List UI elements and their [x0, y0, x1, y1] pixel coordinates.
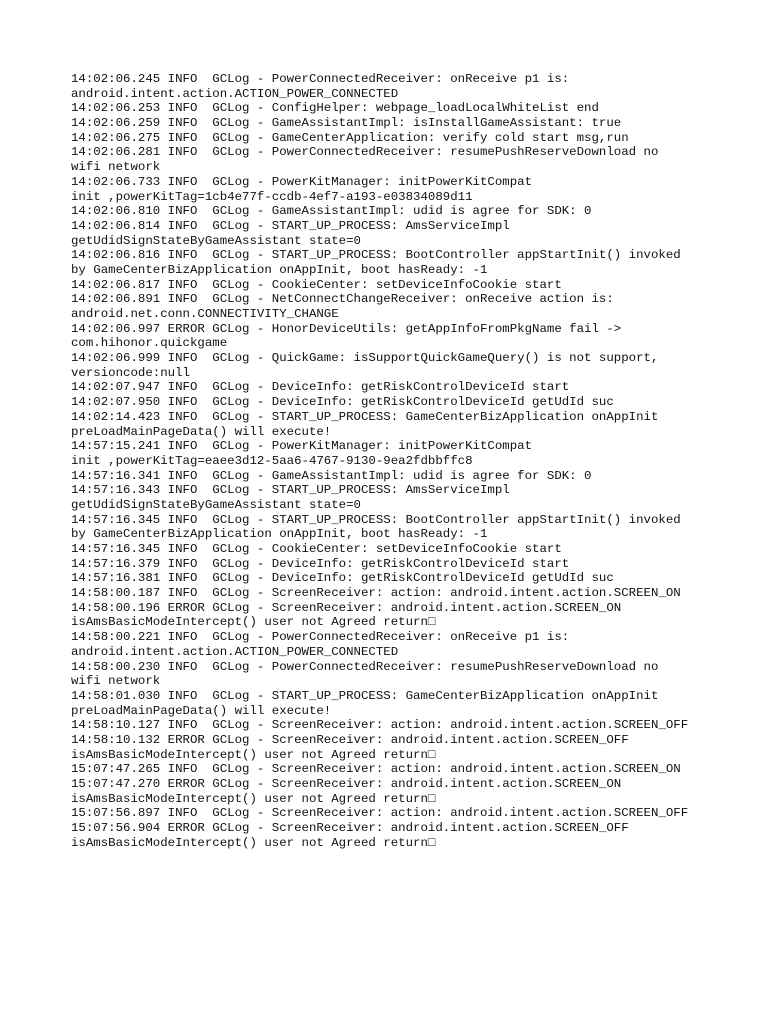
log-line: android.intent.action.ACTION_POWER_CONNECTED: [71, 644, 399, 659]
log-line: 14:02:06.817 INFO GCLog - CookieCenter: setDeviceInfoCookie start: [71, 277, 562, 292]
log-line: 14:58:00.230 INFO GCLog - PowerConnectedReceiver: resumePushReserveDownload no: [71, 659, 659, 674]
log-line: 14:58:00.221 INFO GCLog - PowerConnectedReceiver: onReceive p1 is:: [71, 630, 570, 645]
log-line: preLoadMainPageData() will execute!: [71, 424, 332, 439]
log-line: 14:02:06.259 INFO GCLog - GameAssistantImpl: isInstallGameAssistant: true: [71, 116, 622, 131]
log-line: 14:02:06.733 INFO GCLog - PowerKitManager: initPowerKitCompat: [71, 174, 533, 189]
log-line: 14:58:00.196 ERROR GCLog - ScreenReceiver: android.intent.action.SCREEN_ON: [71, 600, 622, 615]
log-line: android.intent.action.ACTION_POWER_CONNECTED: [71, 86, 399, 101]
log-line: by GameCenterBizApplication onAppInit, boot hasReady: -1: [71, 527, 488, 542]
log-line: wifi network: [71, 674, 161, 689]
log-line: wifi network: [71, 160, 161, 175]
log-line: 14:58:00.187 INFO GCLog - ScreenReceiver: action: android.intent.action.SCREEN_ON: [71, 586, 681, 601]
log-line: init ,powerKitTag=eaee3d12-5aa6-4767-9130-9ea2fdbbffc8: [71, 453, 473, 468]
log-line: 14:02:06.891 INFO GCLog - NetConnectChangeReceiver: onReceive action is:: [71, 292, 614, 307]
log-line: 14:57:15.241 INFO GCLog - PowerKitManager: initPowerKitCompat: [71, 439, 533, 454]
log-line: 14:02:06.245 INFO GCLog - PowerConnectedReceiver: onReceive p1 is:: [71, 72, 570, 86]
log-line: isAmsBasicModeIntercept() user not Agreed return□: [71, 835, 436, 850]
document-page: [71, 72, 711, 850]
log-line: 14:58:10.127 INFO GCLog - ScreenReceiver: action: android.intent.action.SCREEN_OFF: [71, 718, 689, 733]
log-line: 14:57:16.345 INFO GCLog - CookieCenter: setDeviceInfoCookie start: [71, 542, 562, 556]
log-line: isAmsBasicModeIntercept() user not Agreed return□: [71, 747, 436, 762]
log-line: 14:02:14.423 INFO GCLog - START_UP_PROCESS: GameCenterBizApplication onAppInit: [71, 409, 659, 424]
log-line: 14:02:06.814 INFO GCLog - START_UP_PROCESS: AmsServiceImpl: [71, 218, 510, 233]
log-line: getUdidSignStateByGameAssistant state=0: [71, 233, 361, 248]
log-line: isAmsBasicModeIntercept() user not Agreed return□: [71, 791, 436, 806]
log-line: 14:57:16.343 INFO GCLog - START_UP_PROCESS: AmsServiceImpl: [71, 483, 510, 498]
log-line: 14:02:07.947 INFO GCLog - DeviceInfo: getRiskControlDeviceId start: [71, 380, 570, 395]
log-line: 15:07:56.897 INFO GCLog - ScreenReceiver: action: android.intent.action.SCREEN_OFF: [71, 806, 689, 821]
log-line: by GameCenterBizApplication onAppInit, boot hasReady: -1: [71, 262, 488, 277]
log-line: init ,powerKitTag=1cb4e77f-ccdb-4ef7-a193-e03834089d11: [71, 189, 473, 204]
log-line: preLoadMainPageData() will execute!: [71, 703, 332, 718]
log-line: 14:02:06.997 ERROR GCLog - HonorDeviceUtils: getAppInfoFromPkgName fail ->: [71, 321, 622, 336]
log-line: isAmsBasicModeIntercept() user not Agreed return□: [71, 615, 436, 630]
log-line: versioncode:null: [71, 365, 190, 380]
log-line: 14:02:06.999 INFO GCLog - QuickGame: isSupportQuickGameQuery() is not support,: [71, 351, 659, 366]
log-line: 15:07:47.265 INFO GCLog - ScreenReceiver: action: android.intent.action.SCREEN_ON: [71, 762, 681, 777]
log-line: 14:58:01.030 INFO GCLog - START_UP_PROCESS: GameCenterBizApplication onAppInit: [71, 688, 659, 703]
log-line: 15:07:47.270 ERROR GCLog - ScreenReceiver: android.intent.action.SCREEN_ON: [71, 777, 622, 791]
log-line: 14:57:16.345 INFO GCLog - START_UP_PROCESS: BootController appStartInit() invoked: [71, 512, 681, 527]
log-line: 15:07:56.904 ERROR GCLog - ScreenReceiver: android.intent.action.SCREEN_OFF: [71, 821, 629, 836]
log-line: getUdidSignStateByGameAssistant state=0: [71, 497, 361, 512]
log-line: 14:02:06.253 INFO GCLog - ConfigHelper: webpage_loadLocalWhiteList end: [71, 101, 599, 116]
log-line: 14:57:16.381 INFO GCLog - DeviceInfo: getRiskControlDeviceId getUdId suc: [71, 571, 614, 586]
log-line: 14:58:10.132 ERROR GCLog - ScreenReceiver: android.intent.action.SCREEN_OFF: [71, 732, 629, 747]
log-line: 14:57:16.341 INFO GCLog - GameAssistantImpl: udid is agree for SDK: 0: [71, 468, 592, 483]
log-line: 14:02:06.275 INFO GCLog - GameCenterApplication: verify cold start msg,run: [71, 130, 629, 145]
log-line: 14:57:16.379 INFO GCLog - DeviceInfo: getRiskControlDeviceId start: [71, 556, 570, 571]
log-line: 14:02:06.810 INFO GCLog - GameAssistantImpl: udid is agree for SDK: 0: [71, 204, 592, 219]
log-line: com.hihonor.quickgame: [71, 336, 228, 351]
log-line: android.net.conn.CONNECTIVITY_CHANGE: [71, 307, 339, 321]
log-text-block: [71, 72, 711, 850]
log-line: 14:02:07.950 INFO GCLog - DeviceInfo: getRiskControlDeviceId getUdId suc: [71, 395, 614, 410]
log-line: 14:02:06.816 INFO GCLog - START_UP_PROCESS: BootController appStartInit() invoked: [71, 248, 681, 263]
log-line: 14:02:06.281 INFO GCLog - PowerConnectedReceiver: resumePushReserveDownload no: [71, 145, 659, 160]
